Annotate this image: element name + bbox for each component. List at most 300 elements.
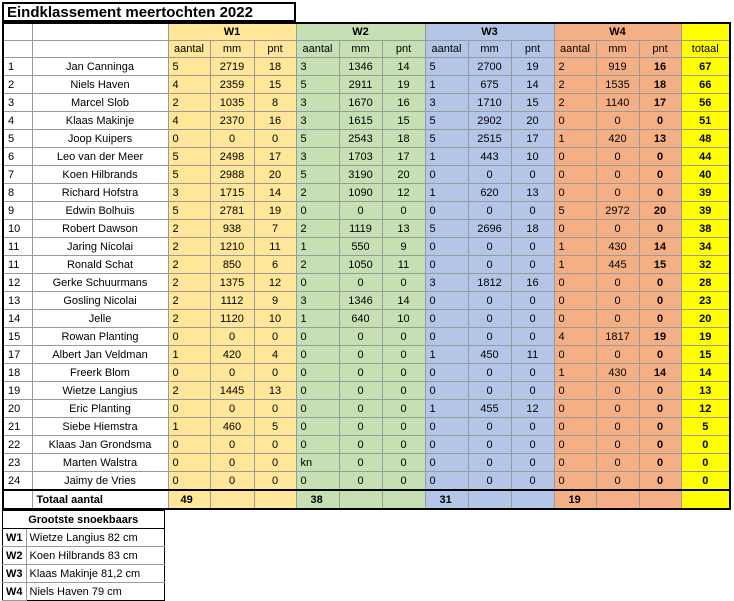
name-cell[interactable]: Niels Haven [32,76,168,94]
w4-aantal-cell[interactable]: 2 [554,58,596,76]
w3-pnt-cell[interactable]: 12 [511,400,554,418]
total-cell[interactable]: 39 [681,184,730,202]
name-cell[interactable]: Jaimy de Vries [32,472,168,491]
w2-mm-cell[interactable]: 0 [339,364,382,382]
w4-mm-cell[interactable]: 0 [596,418,639,436]
w1-mm-cell[interactable]: 1445 [210,382,254,400]
w2-pnt-cell[interactable]: 0 [382,418,425,436]
col-aantal[interactable]: aantal [554,41,596,58]
w3-mm-cell[interactable]: 0 [468,328,511,346]
w1-aantal-cell[interactable]: 2 [168,220,210,238]
w3-mm-cell[interactable]: 620 [468,184,511,202]
name-cell[interactable]: Rowan Planting [32,328,168,346]
rank-cell[interactable]: 1 [3,58,32,76]
w1-mm-cell[interactable]: 2498 [210,148,254,166]
pike-entry[interactable]: Klaas Makinje 81,2 cm [26,565,164,583]
w4-mm-cell[interactable]: 0 [596,292,639,310]
name-cell[interactable]: Joop Kuipers [32,130,168,148]
w1-mm-cell[interactable]: 2988 [210,166,254,184]
rank-cell[interactable]: 21 [3,418,32,436]
pike-week[interactable]: W1 [3,529,27,547]
name-cell[interactable]: Richard Hofstra [32,184,168,202]
w2-pnt-cell[interactable]: 19 [382,76,425,94]
w1-mm-cell[interactable]: 2719 [210,58,254,76]
w4-mm-cell[interactable]: 430 [596,238,639,256]
w4-aantal-cell[interactable]: 5 [554,202,596,220]
w3-aantal-cell[interactable]: 0 [425,436,468,454]
w4-aantal-cell[interactable]: 0 [554,166,596,184]
w1-mm-cell[interactable]: 0 [210,364,254,382]
w2-aantal-cell[interactable]: 0 [296,400,339,418]
w1-pnt-cell[interactable]: 15 [254,76,296,94]
w1-aantal-cell[interactable]: 2 [168,274,210,292]
name-cell[interactable]: Edwin Bolhuis [32,202,168,220]
name-cell[interactable]: Gosling Nicolai [32,292,168,310]
w4-pnt-cell[interactable]: 0 [639,418,681,436]
w4-aantal-cell[interactable]: 0 [554,436,596,454]
w3-mm-cell[interactable]: 443 [468,148,511,166]
w1-mm-cell[interactable]: 0 [210,328,254,346]
w2-mm-cell[interactable]: 1346 [339,292,382,310]
w2-mm-cell[interactable]: 1703 [339,148,382,166]
w1-aantal-cell[interactable]: 1 [168,418,210,436]
w3-pnt-cell[interactable]: 0 [511,472,554,491]
w2-aantal-cell[interactable]: 3 [296,148,339,166]
w4-aantal-cell[interactable]: 1 [554,238,596,256]
pike-week[interactable]: W2 [3,547,27,565]
name-cell[interactable]: Klaas Jan Grondsma [32,436,168,454]
w3-mm-cell[interactable]: 0 [468,382,511,400]
w4-pnt-cell[interactable]: 0 [639,346,681,364]
w3-mm-cell[interactable]: 455 [468,400,511,418]
w1-mm-cell[interactable]: 1210 [210,238,254,256]
w1-mm-cell[interactable]: 1120 [210,310,254,328]
w3-aantal-cell[interactable]: 3 [425,94,468,112]
w3-aantal-cell[interactable]: 1 [425,346,468,364]
w4-mm-cell[interactable]: 445 [596,256,639,274]
w1-pnt-cell[interactable]: 0 [254,130,296,148]
w2-mm-cell[interactable]: 0 [339,436,382,454]
w1-pnt-cell[interactable]: 6 [254,256,296,274]
w3-pnt-cell[interactable]: 0 [511,418,554,436]
w1-pnt-cell[interactable]: 19 [254,202,296,220]
w1-aantal-cell[interactable]: 0 [168,364,210,382]
rank-cell[interactable]: 24 [3,472,32,491]
total-cell[interactable]: 67 [681,58,730,76]
w1-pnt-cell[interactable]: 17 [254,148,296,166]
w1-pnt-cell[interactable]: 10 [254,310,296,328]
w3-pnt-cell[interactable]: 0 [511,166,554,184]
w3-mm-cell[interactable]: 0 [468,472,511,491]
name-cell[interactable]: Leo van der Meer [32,148,168,166]
week-header-w4[interactable]: W4 [554,23,681,41]
w3-pnt-cell[interactable]: 0 [511,382,554,400]
w3-aantal-cell[interactable]: 1 [425,76,468,94]
w2-aantal-cell[interactable]: 0 [296,274,339,292]
w3-pnt-cell[interactable]: 0 [511,328,554,346]
w3-aantal-cell[interactable]: 0 [425,166,468,184]
rank-cell[interactable]: 10 [3,220,32,238]
w1-aantal-cell[interactable]: 0 [168,436,210,454]
w4-aantal-cell[interactable]: 0 [554,346,596,364]
total-cell[interactable]: 0 [681,436,730,454]
col-pnt[interactable]: pnt [511,41,554,58]
w1-aantal-cell[interactable]: 5 [168,202,210,220]
w4-aantal-cell[interactable]: 4 [554,328,596,346]
w1-aantal-cell[interactable]: 0 [168,472,210,491]
pike-entry[interactable]: Niels Haven 79 cm [26,583,164,601]
w2-pnt-cell[interactable]: 20 [382,166,425,184]
col-aantal[interactable]: aantal [168,41,210,58]
col-pnt[interactable]: pnt [254,41,296,58]
w3-pnt-cell[interactable]: 19 [511,58,554,76]
total-cell[interactable]: 15 [681,346,730,364]
rank-cell[interactable]: 8 [3,184,32,202]
w4-mm-cell[interactable]: 0 [596,220,639,238]
w4-aantal-cell[interactable]: 0 [554,454,596,472]
w2-mm-cell[interactable]: 2543 [339,130,382,148]
w2-pnt-cell[interactable]: 18 [382,130,425,148]
name-cell[interactable]: Ronald Schat [32,256,168,274]
w2-pnt-cell[interactable]: 0 [382,364,425,382]
w3-mm-cell[interactable]: 0 [468,238,511,256]
w3-aantal-cell[interactable]: 0 [425,418,468,436]
w4-mm-cell[interactable]: 1817 [596,328,639,346]
w1-mm-cell[interactable]: 2370 [210,112,254,130]
w3-mm-cell[interactable]: 2696 [468,220,511,238]
w4-pnt-cell[interactable]: 0 [639,310,681,328]
w1-pnt-cell[interactable]: 13 [254,382,296,400]
w2-aantal-cell[interactable]: 0 [296,364,339,382]
total-cell[interactable]: 32 [681,256,730,274]
rank-cell[interactable]: 18 [3,364,32,382]
w1-pnt-cell[interactable]: 9 [254,292,296,310]
w4-aantal-cell[interactable]: 1 [554,130,596,148]
w1-mm-cell[interactable]: 1715 [210,184,254,202]
w1-aantal-cell[interactable]: 0 [168,130,210,148]
pike-entry[interactable]: Wietze Langius 82 cm [26,529,164,547]
w3-aantal-cell[interactable]: 0 [425,454,468,472]
w4-mm-cell[interactable]: 420 [596,130,639,148]
w4-pnt-cell[interactable]: 0 [639,400,681,418]
name-cell[interactable]: Klaas Makinje [32,112,168,130]
w2-mm-cell[interactable]: 3190 [339,166,382,184]
w2-aantal-cell[interactable]: 3 [296,112,339,130]
w4-aantal-cell[interactable]: 1 [554,256,596,274]
rank-cell[interactable]: 6 [3,148,32,166]
w1-pnt-cell[interactable]: 4 [254,346,296,364]
w3-aantal-cell[interactable]: 5 [425,220,468,238]
w1-mm-cell[interactable]: 460 [210,418,254,436]
w2-mm-cell[interactable]: 0 [339,418,382,436]
w3-pnt-cell[interactable]: 0 [511,364,554,382]
w2-aantal-cell[interactable]: 0 [296,202,339,220]
w3-aantal-cell[interactable]: 5 [425,130,468,148]
w2-aantal-cell[interactable]: 0 [296,472,339,491]
total-cell[interactable]: 14 [681,364,730,382]
total-w3[interactable]: 31 [425,490,468,509]
w2-mm-cell[interactable]: 0 [339,382,382,400]
w1-aantal-cell[interactable]: 0 [168,454,210,472]
col-pnt[interactable]: pnt [382,41,425,58]
w3-mm-cell[interactable]: 450 [468,346,511,364]
w2-aantal-cell[interactable]: 3 [296,58,339,76]
w1-mm-cell[interactable]: 938 [210,220,254,238]
w3-aantal-cell[interactable]: 5 [425,58,468,76]
w1-mm-cell[interactable]: 1035 [210,94,254,112]
w2-aantal-cell[interactable]: 1 [296,310,339,328]
w3-pnt-cell[interactable]: 0 [511,310,554,328]
w2-aantal-cell[interactable]: 3 [296,292,339,310]
w3-aantal-cell[interactable]: 1 [425,400,468,418]
w1-mm-cell[interactable]: 1112 [210,292,254,310]
w4-mm-cell[interactable]: 1140 [596,94,639,112]
w2-aantal-cell[interactable]: 3 [296,94,339,112]
w2-aantal-cell[interactable]: 0 [296,418,339,436]
w1-mm-cell[interactable]: 2781 [210,202,254,220]
w1-mm-cell[interactable]: 0 [210,436,254,454]
w4-aantal-cell[interactable]: 2 [554,94,596,112]
w2-mm-cell[interactable]: 0 [339,328,382,346]
w4-mm-cell[interactable]: 0 [596,472,639,491]
name-cell[interactable]: Freerk Blom [32,364,168,382]
w4-mm-cell[interactable]: 0 [596,346,639,364]
w4-pnt-cell[interactable]: 0 [639,148,681,166]
w4-pnt-cell[interactable]: 0 [639,112,681,130]
w2-pnt-cell[interactable]: 16 [382,94,425,112]
w2-mm-cell[interactable]: 550 [339,238,382,256]
w4-aantal-cell[interactable]: 0 [554,310,596,328]
w3-mm-cell[interactable]: 0 [468,256,511,274]
w1-pnt-cell[interactable]: 20 [254,166,296,184]
total-cell[interactable]: 34 [681,238,730,256]
w4-mm-cell[interactable]: 0 [596,148,639,166]
col-mm[interactable]: mm [210,41,254,58]
w2-mm-cell[interactable]: 1090 [339,184,382,202]
w2-aantal-cell[interactable]: 0 [296,382,339,400]
w4-mm-cell[interactable]: 0 [596,400,639,418]
col-mm[interactable]: mm [468,41,511,58]
name-cell[interactable]: Marcel Slob [32,94,168,112]
w4-aantal-cell[interactable]: 0 [554,472,596,491]
w1-pnt-cell[interactable]: 0 [254,472,296,491]
w4-pnt-cell[interactable]: 19 [639,328,681,346]
w2-aantal-cell[interactable]: 0 [296,436,339,454]
w2-mm-cell[interactable]: 0 [339,202,382,220]
w3-pnt-cell[interactable]: 0 [511,436,554,454]
w3-mm-cell[interactable]: 0 [468,292,511,310]
w3-pnt-cell[interactable]: 20 [511,112,554,130]
name-cell[interactable]: Siebe Hiemstra [32,418,168,436]
w2-pnt-cell[interactable]: 0 [382,382,425,400]
rank-cell[interactable]: 15 [3,328,32,346]
w4-pnt-cell[interactable]: 0 [639,184,681,202]
w1-mm-cell[interactable]: 0 [210,130,254,148]
col-aantal[interactable]: aantal [296,41,339,58]
w1-aantal-cell[interactable]: 0 [168,400,210,418]
total-cell[interactable]: 5 [681,418,730,436]
rank-cell[interactable]: 20 [3,400,32,418]
rank-cell[interactable]: 2 [3,76,32,94]
w2-mm-cell[interactable]: 640 [339,310,382,328]
total-cell[interactable]: 0 [681,454,730,472]
w1-aantal-cell[interactable]: 5 [168,58,210,76]
w4-pnt-cell[interactable]: 15 [639,256,681,274]
rank-cell[interactable]: 22 [3,436,32,454]
total-cell[interactable]: 20 [681,310,730,328]
w4-mm-cell[interactable]: 0 [596,184,639,202]
w2-pnt-cell[interactable]: 9 [382,238,425,256]
w3-mm-cell[interactable]: 0 [468,310,511,328]
w3-aantal-cell[interactable]: 0 [425,202,468,220]
w3-pnt-cell[interactable]: 0 [511,454,554,472]
rank-cell[interactable]: 19 [3,382,32,400]
w3-pnt-cell[interactable]: 11 [511,346,554,364]
w2-pnt-cell[interactable]: 0 [382,436,425,454]
name-cell[interactable]: Robert Dawson [32,220,168,238]
total-cell[interactable]: 12 [681,400,730,418]
rank-cell[interactable]: 13 [3,292,32,310]
w4-aantal-cell[interactable]: 0 [554,418,596,436]
w4-pnt-cell[interactable]: 16 [639,58,681,76]
w2-pnt-cell[interactable]: 15 [382,112,425,130]
total-cell[interactable]: 66 [681,76,730,94]
w1-pnt-cell[interactable]: 16 [254,112,296,130]
w3-aantal-cell[interactable]: 1 [425,148,468,166]
w1-mm-cell[interactable]: 0 [210,454,254,472]
w3-aantal-cell[interactable]: 0 [425,238,468,256]
w4-mm-cell[interactable]: 0 [596,436,639,454]
w3-mm-cell[interactable]: 2700 [468,58,511,76]
w2-aantal-cell[interactable]: 2 [296,256,339,274]
w3-mm-cell[interactable]: 0 [468,202,511,220]
w2-mm-cell[interactable]: 1615 [339,112,382,130]
w2-pnt-cell[interactable]: 0 [382,328,425,346]
w1-mm-cell[interactable]: 0 [210,400,254,418]
w3-pnt-cell[interactable]: 0 [511,202,554,220]
w1-mm-cell[interactable]: 420 [210,346,254,364]
w4-mm-cell[interactable]: 0 [596,166,639,184]
total-cell[interactable]: 56 [681,94,730,112]
rank-cell[interactable]: 17 [3,346,32,364]
w4-mm-cell[interactable]: 1535 [596,76,639,94]
w3-pnt-cell[interactable]: 0 [511,292,554,310]
w2-pnt-cell[interactable]: 17 [382,148,425,166]
w2-pnt-cell[interactable]: 0 [382,274,425,292]
w2-aantal-cell[interactable]: 5 [296,76,339,94]
w2-aantal-cell[interactable]: 2 [296,220,339,238]
total-cell[interactable]: 38 [681,220,730,238]
w4-pnt-cell[interactable]: 0 [639,382,681,400]
w4-mm-cell[interactable]: 0 [596,310,639,328]
name-cell[interactable]: Jan Canninga [32,58,168,76]
w1-mm-cell[interactable]: 850 [210,256,254,274]
w4-pnt-cell[interactable]: 0 [639,292,681,310]
rank-cell[interactable]: 9 [3,202,32,220]
w4-mm-cell[interactable]: 0 [596,274,639,292]
w1-pnt-cell[interactable]: 5 [254,418,296,436]
rank-cell[interactable]: 11 [3,238,32,256]
w3-mm-cell[interactable]: 0 [468,454,511,472]
col-totaal[interactable]: totaal [681,41,730,58]
total-cell[interactable]: 23 [681,292,730,310]
week-header-w1[interactable]: W1 [168,23,296,41]
w1-mm-cell[interactable]: 1375 [210,274,254,292]
w2-mm-cell[interactable]: 0 [339,454,382,472]
w1-aantal-cell[interactable]: 2 [168,238,210,256]
w3-pnt-cell[interactable]: 13 [511,184,554,202]
w2-mm-cell[interactable]: 0 [339,472,382,491]
w1-pnt-cell[interactable]: 0 [254,454,296,472]
w3-pnt-cell[interactable]: 18 [511,220,554,238]
w4-pnt-cell[interactable]: 0 [639,436,681,454]
col-mm[interactable]: mm [596,41,639,58]
rank-cell[interactable]: 11 [3,256,32,274]
w2-pnt-cell[interactable]: 14 [382,58,425,76]
w1-aantal-cell[interactable]: 0 [168,328,210,346]
w2-pnt-cell[interactable]: 0 [382,202,425,220]
w2-mm-cell[interactable]: 2911 [339,76,382,94]
w4-pnt-cell[interactable]: 0 [639,472,681,491]
w3-mm-cell[interactable]: 1710 [468,94,511,112]
w3-mm-cell[interactable]: 0 [468,364,511,382]
w2-mm-cell[interactable]: 0 [339,274,382,292]
w2-pnt-cell[interactable]: 0 [382,472,425,491]
w3-mm-cell[interactable]: 0 [468,418,511,436]
total-w4[interactable]: 19 [554,490,596,509]
w1-aantal-cell[interactable]: 1 [168,346,210,364]
rank-cell[interactable]: 14 [3,310,32,328]
w4-pnt-cell[interactable]: 20 [639,202,681,220]
w3-aantal-cell[interactable]: 0 [425,256,468,274]
w3-aantal-cell[interactable]: 3 [425,274,468,292]
col-aantal[interactable]: aantal [425,41,468,58]
w2-pnt-cell[interactable]: 14 [382,292,425,310]
w3-aantal-cell[interactable]: 0 [425,472,468,491]
w4-mm-cell[interactable]: 430 [596,364,639,382]
w2-pnt-cell[interactable]: 13 [382,220,425,238]
total-cell[interactable]: 48 [681,130,730,148]
w4-pnt-cell[interactable]: 0 [639,274,681,292]
w4-aantal-cell[interactable]: 2 [554,76,596,94]
w1-aantal-cell[interactable]: 2 [168,310,210,328]
total-w1[interactable]: 49 [168,490,210,509]
week-header-w2[interactable]: W2 [296,23,425,41]
w1-pnt-cell[interactable]: 0 [254,364,296,382]
name-cell[interactable]: Albert Jan Veldman [32,346,168,364]
w1-mm-cell[interactable]: 2359 [210,76,254,94]
rank-cell[interactable]: 3 [3,94,32,112]
w3-pnt-cell[interactable]: 0 [511,256,554,274]
w3-pnt-cell[interactable]: 0 [511,238,554,256]
w4-pnt-cell[interactable]: 0 [639,166,681,184]
name-cell[interactable]: Eric Planting [32,400,168,418]
w1-pnt-cell[interactable]: 12 [254,274,296,292]
w2-aantal-cell[interactable]: 1 [296,238,339,256]
w4-mm-cell[interactable]: 0 [596,112,639,130]
w3-mm-cell[interactable]: 1812 [468,274,511,292]
total-cell[interactable]: 0 [681,472,730,491]
pike-week[interactable]: W3 [3,565,27,583]
w1-pnt-cell[interactable]: 0 [254,328,296,346]
w3-mm-cell[interactable]: 675 [468,76,511,94]
w2-mm-cell[interactable]: 0 [339,400,382,418]
w4-aantal-cell[interactable]: 0 [554,292,596,310]
name-cell[interactable]: Koen Hilbrands [32,166,168,184]
w4-pnt-cell[interactable]: 0 [639,220,681,238]
w3-pnt-cell[interactable]: 17 [511,130,554,148]
w1-aantal-cell[interactable]: 2 [168,382,210,400]
